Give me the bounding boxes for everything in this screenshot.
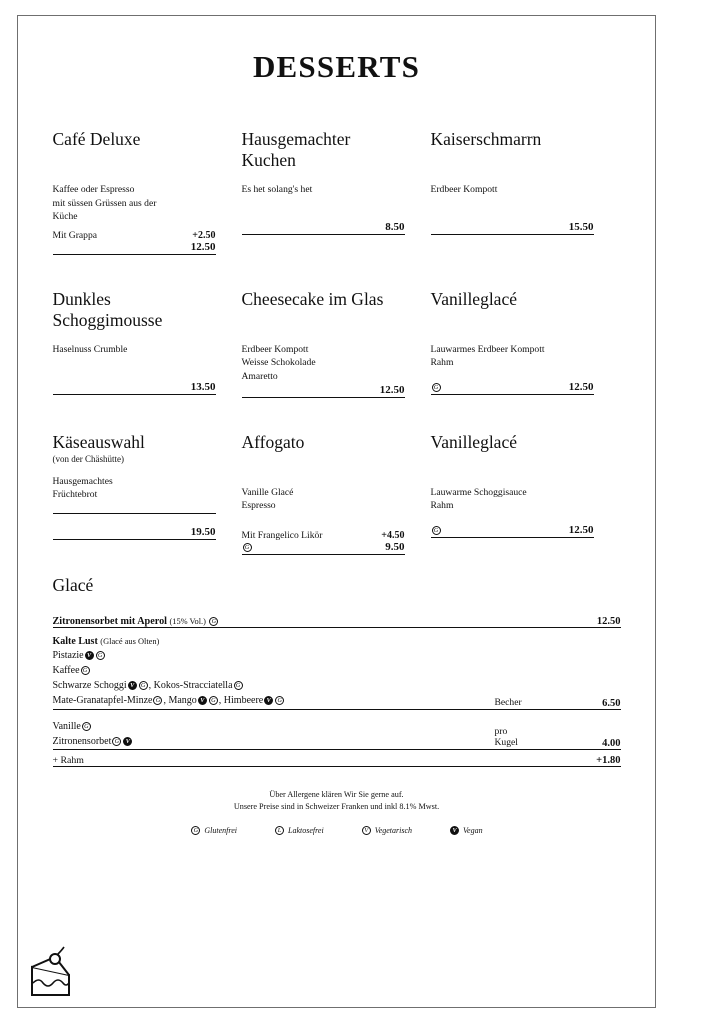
dish-addon bbox=[242, 530, 405, 541]
kalte-lust-brand: Kalte Lust bbox=[52, 635, 98, 647]
badge-glutenfrei: G bbox=[153, 696, 162, 705]
dish-price: 13.50 bbox=[190, 380, 216, 393]
addon-label: Mit Grappa bbox=[52, 229, 97, 241]
dish-card bbox=[431, 129, 620, 255]
addon-price: +4.50 bbox=[381, 529, 405, 541]
footer-note bbox=[18, 789, 655, 813]
divider bbox=[53, 749, 621, 750]
legend-label: Glutenfrei bbox=[204, 826, 237, 836]
badge-glutenfrei: G bbox=[139, 681, 148, 690]
allergen-note: Über Allergene klären Wir Sie gerne auf. bbox=[269, 789, 404, 799]
dish-card bbox=[53, 289, 242, 398]
aperol-name: Zitronensorbet mit Aperol bbox=[52, 615, 168, 627]
rahm-price: +1.80 bbox=[596, 754, 621, 766]
badge-glutenfrei: G bbox=[209, 617, 218, 626]
badge-glutenfrei: G bbox=[432, 526, 441, 535]
aperol-price: 12.50 bbox=[596, 615, 621, 627]
badge-vegan: V bbox=[264, 696, 273, 705]
dish-price-line bbox=[431, 524, 594, 538]
menu-page bbox=[17, 15, 656, 1008]
dish-row bbox=[53, 432, 621, 555]
flavor-line bbox=[53, 679, 495, 694]
scoop-zitronensorbet-tags bbox=[111, 736, 133, 747]
dish-subtitle: (von der Chäshütte) bbox=[52, 454, 124, 464]
legend-item bbox=[449, 826, 483, 835]
dish-price-line bbox=[431, 221, 594, 235]
scoop-vanille-label: Vanille bbox=[52, 720, 81, 732]
dish-description: Kaffee oder Espresso mit süssen Grüssen aus der Küche bbox=[52, 184, 157, 223]
legend-item bbox=[361, 826, 412, 835]
dish-row bbox=[53, 129, 621, 255]
dish-description: Lauwarmes Erdbeer Kompott Rahm bbox=[430, 343, 545, 369]
badge-glutenfrei: G bbox=[82, 722, 91, 731]
dish-card bbox=[242, 432, 431, 555]
kalte-lust-origin: (Glacé aus Olten) bbox=[100, 636, 160, 646]
dish-price: 12.50 bbox=[568, 523, 594, 536]
badge-vegetarisch: V bbox=[362, 826, 371, 835]
dish-price: 12.50 bbox=[190, 240, 216, 253]
rahm-label: + Rahm bbox=[52, 754, 84, 766]
flavor-label: Mate-Granatapfel-Minze bbox=[52, 694, 153, 706]
dish-grid bbox=[53, 85, 621, 555]
scoops-price: 4.00 bbox=[602, 737, 621, 749]
scoop-zitronensorbet-label: Zitronensorbet bbox=[52, 735, 112, 747]
dish-name: Affogato bbox=[241, 431, 305, 452]
legend-item bbox=[274, 826, 324, 835]
badge-vegan: V bbox=[198, 696, 207, 705]
dish-name: Vanilleglacé bbox=[430, 431, 517, 452]
dish-description: Vanille Glacé Espresso bbox=[241, 486, 294, 512]
dish-price: 8.50 bbox=[385, 221, 405, 233]
dish-name: Café Deluxe bbox=[52, 129, 141, 149]
divider bbox=[53, 513, 216, 514]
badge-laktosefrei: L bbox=[275, 826, 284, 835]
badge-glutenfrei: G bbox=[96, 651, 105, 660]
badge-glutenfrei: G bbox=[191, 826, 200, 835]
glace-section bbox=[53, 555, 621, 767]
dish-card bbox=[53, 432, 242, 555]
dish-tags bbox=[242, 541, 253, 553]
addon-price: +2.50 bbox=[192, 229, 216, 241]
legend-item bbox=[190, 826, 237, 835]
dish-price-line bbox=[53, 526, 216, 540]
badge-vegan: V bbox=[123, 737, 132, 746]
dish-price-line bbox=[242, 221, 405, 235]
dish-price-line bbox=[242, 384, 405, 398]
badge-glutenfrei: G bbox=[209, 696, 218, 705]
divider bbox=[53, 766, 621, 767]
dish-price: 15.50 bbox=[568, 221, 594, 233]
dish-description: Haselnuss Crumble bbox=[52, 343, 128, 355]
flavor-label: , Himbeere bbox=[218, 694, 264, 706]
dish-price-line bbox=[242, 541, 405, 555]
flavor-label: Pistazie bbox=[52, 650, 84, 662]
badge-glutenfrei: G bbox=[112, 737, 121, 746]
legend-label: Vegetarisch bbox=[374, 826, 413, 836]
flavor-line bbox=[53, 694, 495, 709]
dish-name: Hausgemachter Kuchen bbox=[241, 129, 351, 171]
dish-card bbox=[431, 432, 620, 555]
badge-glutenfrei: G bbox=[275, 696, 284, 705]
dish-price: 12.50 bbox=[568, 380, 594, 393]
badge-glutenfrei: G bbox=[432, 383, 441, 392]
dish-tags bbox=[431, 524, 442, 536]
dish-description: Hausgemachtes Früchtebrot bbox=[52, 475, 113, 501]
dish-price-line bbox=[431, 381, 594, 395]
dish-price-line bbox=[53, 381, 216, 395]
rahm-item bbox=[53, 755, 621, 767]
badge-vegan: V bbox=[450, 826, 459, 835]
page-title: DESSERTS bbox=[252, 49, 421, 84]
badge-glutenfrei: G bbox=[81, 666, 90, 675]
scoop-vanille-tags bbox=[81, 721, 92, 732]
dish-name: Käseauswahl (von der Chäshütte) bbox=[53, 432, 216, 465]
legend-label: Laktosefrei bbox=[288, 826, 324, 836]
badge-vegan: V bbox=[128, 681, 137, 690]
scoops-unit bbox=[495, 727, 563, 748]
badge-glutenfrei: G bbox=[234, 681, 243, 690]
dish-price-line bbox=[53, 241, 216, 255]
dish-description: Erdbeer Kompott Weisse Schokolade Amaretto bbox=[241, 343, 316, 383]
badge-glutenfrei: G bbox=[243, 543, 252, 552]
scoop-line-vanille bbox=[53, 719, 495, 734]
dish-name: Vanilleglacé bbox=[430, 288, 517, 309]
scoops-unit-bottom: Kugel bbox=[494, 736, 518, 748]
kalte-lust-item bbox=[53, 635, 621, 710]
legend-label: Vegan bbox=[463, 826, 483, 836]
kalte-lust-unit: Becher bbox=[494, 696, 522, 708]
dish-card bbox=[242, 289, 431, 398]
dish-description: Lauwarme Schoggisauce Rahm bbox=[430, 486, 527, 512]
dish-row bbox=[53, 289, 621, 398]
dish-name: Kaiserschmarrn bbox=[430, 129, 542, 149]
glace-heading: Glacé bbox=[52, 574, 94, 595]
tax-note: Unsere Preise sind in Schweizer Franken und inkl 8.1% Mwst. bbox=[233, 801, 440, 811]
aperol-tags bbox=[208, 616, 219, 627]
flavor-label: Schwarze Schoggi bbox=[52, 680, 127, 692]
scoops-unit-top: pro bbox=[494, 726, 508, 738]
kalte-lust-price: 6.50 bbox=[602, 697, 621, 709]
cake-slice-icon bbox=[24, 945, 90, 1001]
flavor-label: Kaffee bbox=[52, 665, 80, 677]
scoop-line-zitronensorbet bbox=[53, 734, 495, 749]
glace-aperol-item bbox=[53, 616, 621, 628]
badge-vegan: V bbox=[85, 651, 94, 660]
dish-description: Erdbeer Kompott bbox=[430, 184, 498, 195]
dish-name: Dunkles Schoggimousse bbox=[52, 288, 163, 331]
dish-addon bbox=[53, 230, 216, 241]
dish-price: 9.50 bbox=[385, 540, 405, 553]
scoops-item bbox=[53, 719, 621, 750]
dish-tags bbox=[431, 381, 442, 393]
flavor-list bbox=[53, 649, 495, 708]
dish-price: 12.50 bbox=[379, 383, 405, 396]
divider bbox=[53, 627, 621, 628]
allergen-legend bbox=[18, 826, 655, 835]
flavor-line bbox=[53, 664, 495, 679]
dish-card bbox=[242, 129, 431, 255]
dish-card bbox=[53, 129, 242, 255]
dish-name: Cheesecake im Glas bbox=[241, 288, 384, 309]
aperol-note: (15% Vol.) bbox=[169, 616, 206, 626]
flavor-line bbox=[53, 649, 495, 664]
divider bbox=[53, 709, 621, 710]
flavor-label: , Mango bbox=[163, 694, 197, 706]
dish-price: 19.50 bbox=[190, 525, 216, 538]
flavor-label: , Kokos-Stracciatella bbox=[148, 680, 233, 692]
dish-card bbox=[431, 289, 620, 398]
addon-label: Mit Frangelico Likör bbox=[241, 529, 323, 541]
dish-description: Es het solang's het bbox=[241, 184, 313, 195]
